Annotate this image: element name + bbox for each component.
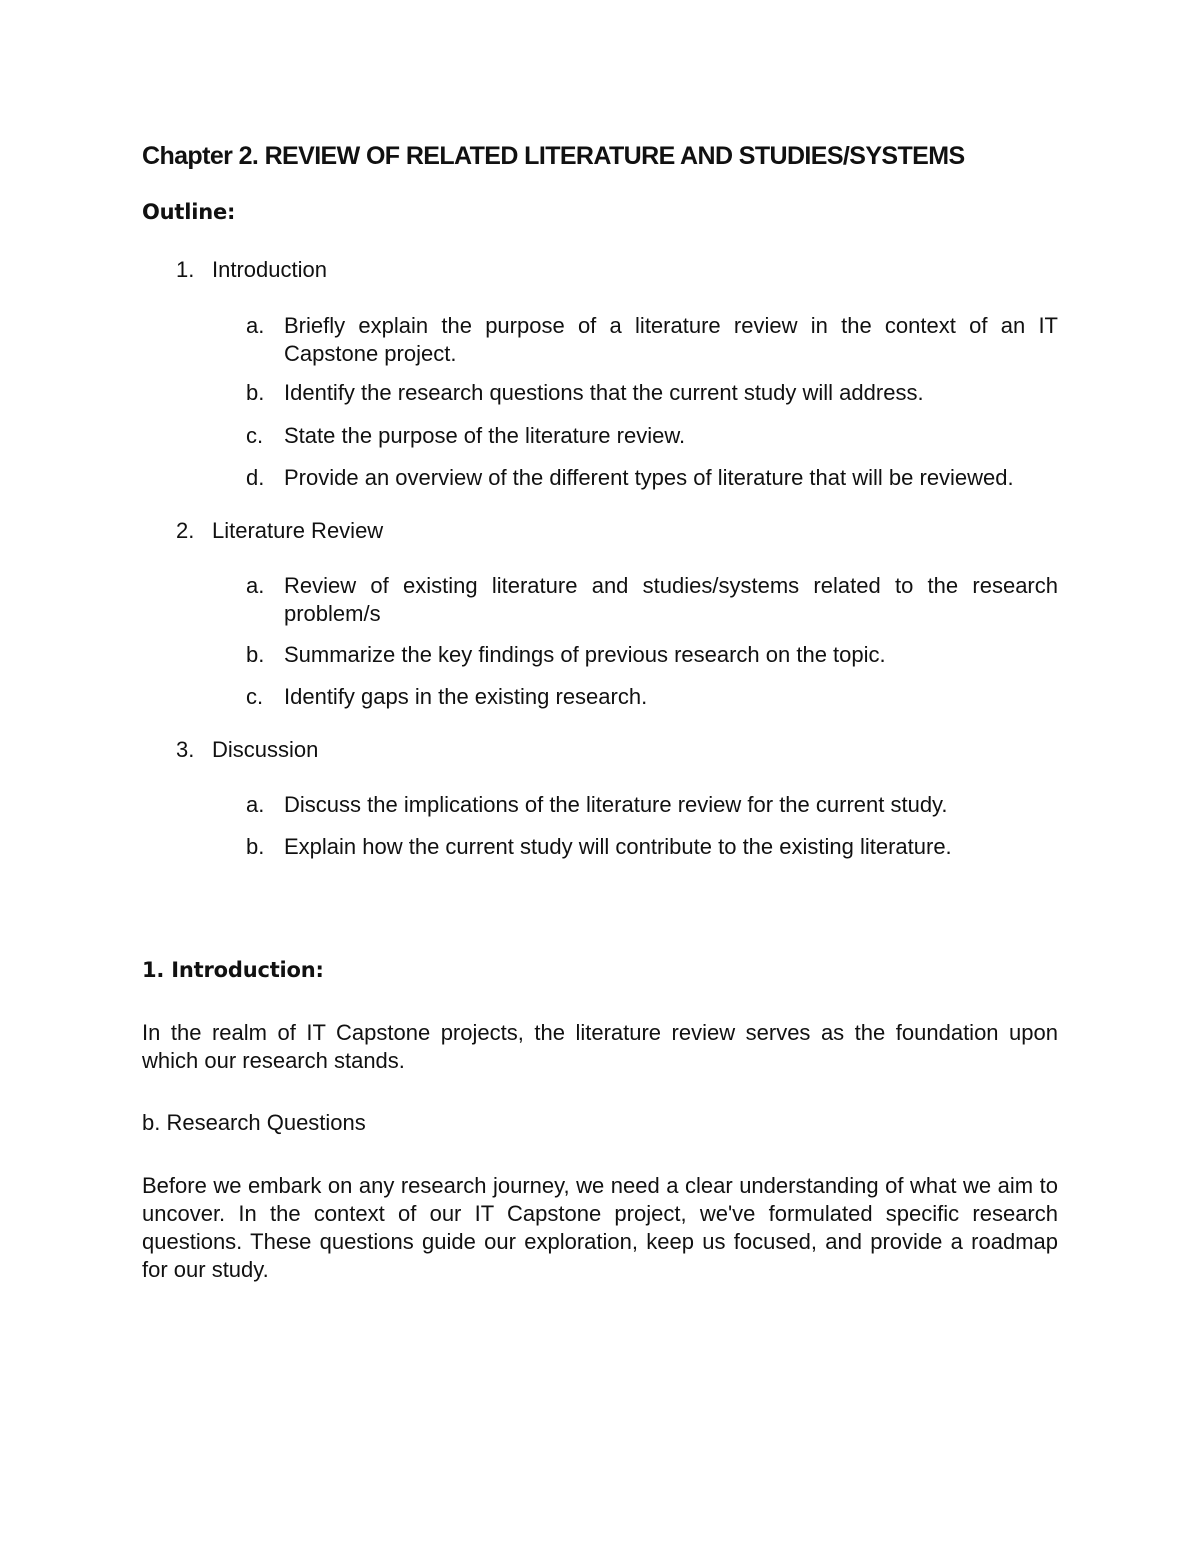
item-text: Provide an overview of the different types of literature that will be reviewed. [284,465,1014,490]
item-letter: b. [246,834,265,859]
outline-item [246,791,1058,819]
item-text: Identify the research questions that the current study will address. [284,380,924,405]
outline-section-discussion [176,737,318,763]
item-text: Review of existing literature and studies/systems related to the research problem/s [284,573,1058,626]
section-number: 3. [176,737,195,762]
item-letter: c. [246,684,264,709]
outline-item [246,379,1058,407]
item-text: Briefly explain the purpose of a literature review in the context of an IT Capstone project. [284,313,1058,366]
section-number: 2. [176,518,195,543]
introduction-paragraph: In the realm of IT Capstone projects, the literature review serves as the foundation upon which our research stands. [142,1020,1058,1073]
item-letter: a. [246,792,265,817]
outline-item [246,422,1058,450]
item-text: Identify gaps in the existing research. [284,684,648,709]
introduction-heading: 1. Introduction: [142,958,324,982]
outline-section-literature-review [176,518,383,544]
research-questions-paragraph: Before we embark on any research journey, we need a clear understanding of what we aim to uncover. In the context of our IT Capstone project, we've formulated specific research questions. These questions guide our exploration, keep us focused, and provide a roadmap for our study. [142,1173,1058,1282]
section-number: 1. [176,257,195,282]
outline-item [246,312,1058,368]
item-letter: c. [246,423,264,448]
outline-label: Outline: [142,200,236,224]
outline-item [246,833,1058,861]
outline-item [246,572,1058,628]
item-letter: a. [246,313,265,338]
outline-section-introduction [176,257,327,283]
outline-item [246,641,1058,669]
item-text: Explain how the current study will contribute to the existing literature. [284,834,952,859]
item-letter: b. [246,642,265,667]
item-letter: d. [246,465,265,490]
research-questions-heading: b. Research Questions [142,1110,366,1135]
item-letter: a. [246,573,265,598]
section-label: Introduction [212,257,327,282]
section-label: Literature Review [212,518,384,543]
chapter-title: Chapter 2. REVIEW OF RELATED LITERATURE AND STUDIES/SYSTEMS [142,142,965,170]
section-label: Discussion [212,737,319,762]
item-text: State the purpose of the literature review. [284,423,686,448]
outline-item [246,683,1058,711]
item-text: Discuss the implications of the literature review for the current study. [284,792,948,817]
item-letter: b. [246,380,265,405]
outline-item [246,464,1058,492]
item-text: Summarize the key findings of previous research on the topic. [284,642,886,667]
